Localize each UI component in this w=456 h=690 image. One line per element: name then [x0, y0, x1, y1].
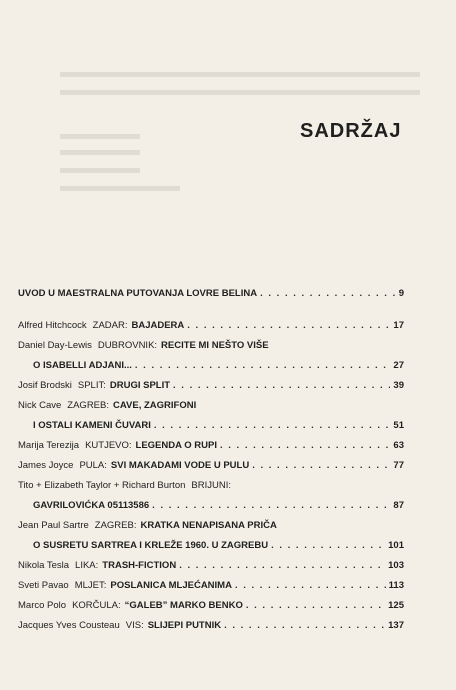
entry-place: MLJET:: [74, 580, 107, 591]
entry-title: LEGENDA O RUPI: [135, 440, 217, 451]
toc-entry: [18, 560, 404, 572]
entry-line: [18, 340, 404, 352]
toc-entry: [18, 400, 404, 432]
toc-entries: [18, 320, 404, 632]
dot-leader: [235, 580, 386, 592]
dot-leader: [220, 440, 390, 452]
entry-line-continued: [18, 420, 404, 432]
entry-title: KRATKA NENAPISANA PRIČA: [140, 520, 277, 531]
entry-line: [18, 480, 404, 492]
entry-title: BAJADERA: [131, 320, 185, 331]
entry-author: Nikola Tesla: [18, 560, 70, 571]
entry-author: Marija Terezija: [18, 440, 80, 451]
entry-author: Nick Cave: [18, 400, 62, 411]
toc-entry: [18, 600, 404, 612]
entry-author: Josif Brodski: [18, 380, 72, 391]
entry-line: [18, 580, 404, 592]
entry-place: SPLIT:: [77, 380, 106, 391]
entry-place: LIKA:: [75, 560, 99, 571]
dot-leader: [246, 600, 385, 612]
toc-entry: [18, 320, 404, 332]
dot-leader: [154, 420, 391, 432]
entry-author: Alfred Hitchcock: [18, 320, 87, 331]
entry-place: KORČULA:: [72, 600, 121, 611]
dot-leader: [179, 560, 385, 572]
entry-line: [18, 440, 404, 452]
page-number: 101: [388, 540, 404, 551]
entry-title: UVOD U MAESTRALNA PUTOVANJA LOVRE BELINA: [18, 288, 258, 299]
entry-place: DUBROVNIK:: [97, 340, 158, 351]
show-through-text: [60, 186, 180, 191]
entry-author: James Joyce: [18, 460, 74, 471]
page-number: 125: [388, 600, 404, 611]
page-number: 51: [393, 420, 404, 431]
entry-line-continued: [18, 540, 404, 552]
entry-line: [18, 600, 404, 612]
entry-title: CAVE, ZAGRIFONI: [113, 400, 197, 411]
entry-title-continued: GAVRILOVIĆKA 05113586: [33, 500, 150, 511]
dot-leader: [252, 460, 390, 472]
dot-leader: [224, 620, 385, 632]
entry-place: PULA:: [79, 460, 107, 471]
entry-line: [18, 560, 404, 572]
entry-line-continued: [18, 360, 404, 372]
entry-author: Sveti Pavao: [18, 580, 69, 591]
entry-title: SVI MAKADAMI VODE U PULU: [110, 460, 250, 471]
page-number: 77: [393, 460, 404, 471]
dot-leader: [260, 288, 396, 300]
entry-title: SLIJEPI PUTNIK: [147, 620, 222, 631]
toc-entry: [18, 620, 404, 632]
page-number: 9: [398, 288, 404, 299]
page-number: 17: [393, 320, 404, 331]
toc-entry: [18, 460, 404, 472]
show-through-text: [60, 90, 420, 95]
entry-place: ZAGREB:: [94, 520, 137, 531]
entry-author: Marco Polo: [18, 600, 67, 611]
toc-entry: [18, 380, 404, 392]
toc-entry: [18, 580, 404, 592]
entry-line-continued: [18, 500, 404, 512]
entry-line: [18, 380, 404, 392]
dot-leader: [173, 380, 390, 392]
entry-place: ZADAR:: [92, 320, 128, 331]
show-through-text: [60, 72, 420, 77]
entry-title: RECITE MI NEŠTO VIŠE: [161, 340, 269, 351]
entry-line: [18, 620, 404, 632]
page-number: 39: [393, 380, 404, 391]
entry-title-continued: O SUSRETU SARTREA I KRLEŽE 1960. U ZAGREBU: [33, 540, 269, 551]
entry-place: KUTJEVO:: [85, 440, 132, 451]
entry-line: [18, 400, 404, 412]
page-number: 87: [393, 500, 404, 511]
entry-author: Daniel Day-Lewis: [18, 340, 92, 351]
entry-title-continued: O ISABELLI ADJANI...: [33, 360, 132, 371]
dot-leader: [152, 500, 390, 512]
toc-intro: [18, 288, 404, 300]
dot-leader: [271, 540, 385, 552]
entry-author: Jacques Yves Cousteau: [18, 620, 120, 631]
page-number: 27: [393, 360, 404, 371]
page-number: 103: [388, 560, 404, 571]
entry-line: [18, 460, 404, 472]
toc-entry: [18, 480, 404, 512]
entry-line: [18, 320, 404, 332]
entry-line: [18, 520, 404, 532]
toc-entry: [18, 520, 404, 552]
entry-place: VIS:: [125, 620, 144, 631]
dot-leader: [135, 360, 391, 372]
entry-title-continued: I OSTALI KAMENI ČUVARI: [33, 420, 151, 431]
entry-title: DRUGI SPLIT: [109, 380, 171, 391]
entry-title: “GALEB” MARKO BENKO: [124, 600, 243, 611]
entry-place: ZAGREB:: [67, 400, 109, 411]
entry-author: Tito + Elizabeth Taylor + Richard Burton: [18, 480, 186, 491]
page-number: 63: [393, 440, 404, 451]
toc-entry: [18, 340, 404, 372]
toc-entry: [18, 440, 404, 452]
entry-author: Jean Paul Sartre: [18, 520, 89, 531]
page-number: 113: [388, 580, 404, 591]
entry-title: TRASH-FICTION: [102, 560, 177, 571]
entry-place: BRIJUNI:: [191, 480, 231, 491]
page-number: 137: [388, 620, 404, 631]
table-of-contents: [18, 288, 404, 640]
show-through-text: [60, 134, 140, 139]
show-through-text: [60, 168, 140, 173]
show-through-text: [60, 150, 140, 155]
dot-leader: [187, 320, 390, 332]
page-title: SADRŽAJ: [300, 120, 402, 142]
entry-title: POSLANICA MLJEĆANIMA: [110, 580, 232, 591]
